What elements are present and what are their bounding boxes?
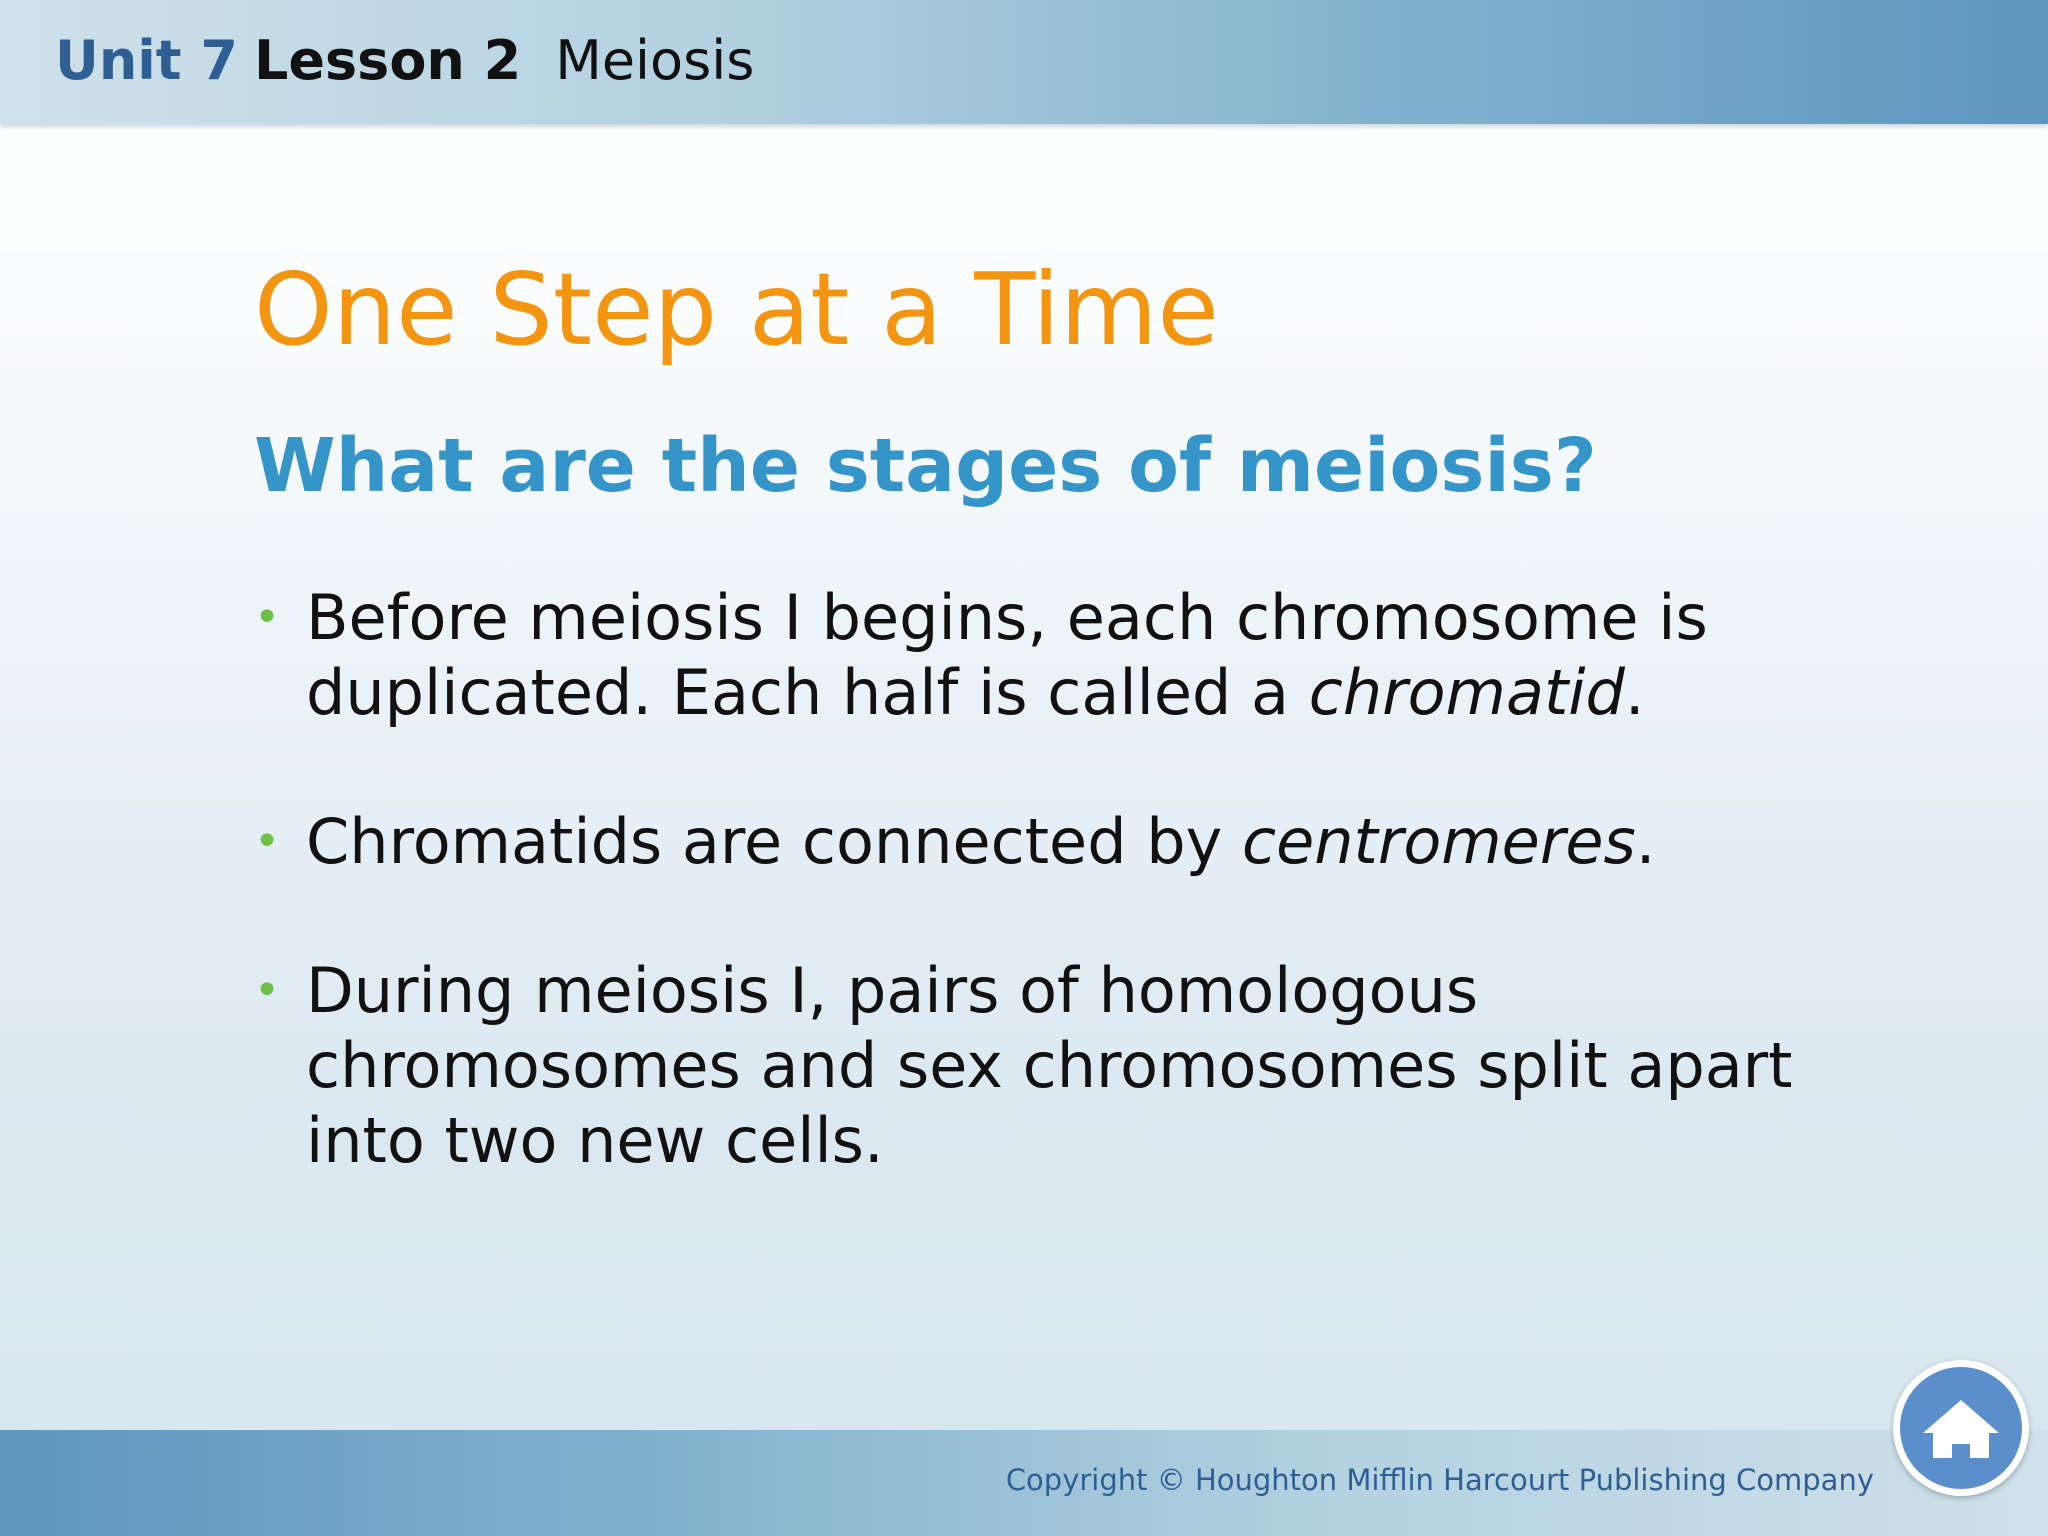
bullet-text-end: . — [1635, 805, 1656, 878]
bullet-text: Before meiosis I begins, each chromosome is duplicated. Each half is called a — [306, 581, 1708, 729]
bullet-item — [254, 580, 1854, 730]
bullet-dot-icon: • — [254, 816, 280, 867]
bullet-term: chromatid — [1308, 656, 1625, 729]
bullet-list — [254, 580, 1854, 1252]
bullet-dot-icon: • — [254, 592, 280, 643]
topic-label: Meiosis — [555, 29, 755, 92]
bullet-text: Chromatids are connected by — [306, 805, 1243, 878]
bullet-term: centromeres — [1242, 805, 1636, 878]
slide-question: What are the stages of meiosis? — [254, 423, 1597, 509]
unit-label: Unit 7 — [55, 29, 238, 92]
copyright-text: Copyright © Houghton Mifflin Harcourt Publishing Company — [1005, 1463, 1874, 1497]
header-bar — [0, 0, 2048, 124]
bullet-item — [254, 953, 1854, 1178]
bullet-text: During meiosis I, pairs of homologous chromosomes and sex chromosomes split apart into two new cells. — [306, 954, 1793, 1177]
bullet-item — [254, 804, 1854, 879]
home-icon — [1893, 1360, 2029, 1496]
lesson-heading — [55, 28, 754, 94]
lesson-label: Lesson 2 — [254, 29, 522, 92]
bullet-dot-icon: • — [254, 965, 280, 1016]
bullet-text-end: . — [1624, 656, 1645, 729]
home-button[interactable] — [1893, 1360, 2029, 1496]
slide-title: One Step at a Time — [254, 251, 1219, 368]
